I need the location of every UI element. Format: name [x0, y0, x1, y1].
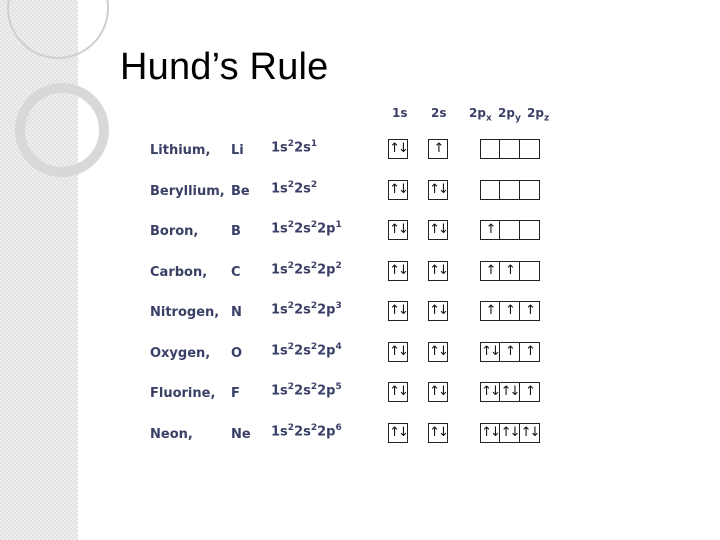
- orbital-box: ↑↓: [428, 301, 448, 321]
- config-orbital: 1s: [271, 221, 288, 237]
- config-electron-count: 2: [287, 179, 295, 190]
- config-orbital: 2p: [317, 342, 336, 358]
- element-name: Carbon,: [150, 264, 208, 280]
- orbital-box: ↑↓: [520, 423, 540, 443]
- orbital-header-4: [498, 106, 521, 123]
- orbital-header-label: 2p: [527, 106, 544, 120]
- element-symbol: B: [231, 224, 241, 239]
- orbital-box: ↑: [480, 220, 500, 240]
- orbital-box: [500, 180, 520, 200]
- element-row: [0, 301, 720, 327]
- config-orbital: 2s: [294, 180, 311, 196]
- orbital-box: ↑↓: [428, 261, 448, 281]
- orbital-box: ↑↓: [388, 139, 408, 159]
- config-electron-count: 2: [310, 220, 318, 230]
- config-electron-count: 2: [287, 341, 295, 352]
- config-electron-count: 2: [310, 260, 318, 271]
- orbital-box: [520, 220, 540, 240]
- electron-configuration: [271, 180, 317, 196]
- electron-configuration: [271, 139, 317, 155]
- orbital-box: ↑: [500, 261, 520, 281]
- orbital-box: [480, 139, 500, 159]
- element-name: Fluorine,: [150, 386, 216, 401]
- element-name: Lithium,: [150, 143, 211, 158]
- element-name: Beryllium,: [150, 183, 225, 199]
- orbital-box: [500, 220, 520, 240]
- config-electron-count: 2: [287, 422, 295, 433]
- electron-configuration: [271, 382, 342, 398]
- config-orbital: 2s: [294, 383, 311, 399]
- config-electron-count: 2: [335, 260, 342, 271]
- config-electron-count: 1: [335, 220, 342, 230]
- orbital-box: ↑↓: [428, 220, 448, 240]
- config-electron-count: 2: [287, 139, 295, 149]
- config-orbital: 2s: [294, 221, 311, 237]
- element-symbol: C: [231, 264, 241, 280]
- element-symbol: O: [231, 345, 243, 361]
- element-name: Boron,: [150, 224, 199, 239]
- orbital-header-label: 2p: [469, 106, 486, 120]
- config-electron-count: 2: [287, 260, 295, 271]
- element-symbol: Be: [231, 183, 250, 199]
- config-electron-count: 2: [287, 220, 295, 230]
- config-orbital: 1s: [271, 383, 288, 399]
- orbital-box: ↑↓: [388, 342, 408, 362]
- orbital-box: ↑↓: [388, 382, 408, 402]
- electron-configuration: [271, 342, 342, 358]
- config-orbital: 1s: [271, 261, 288, 277]
- config-electron-count: 2: [310, 341, 318, 352]
- config-electron-count: 2: [310, 422, 318, 433]
- orbital-box: ↑↓: [480, 382, 500, 402]
- element-row: [0, 423, 720, 449]
- orbital-box: ↑↓: [480, 423, 500, 443]
- config-orbital: 1s: [271, 180, 288, 196]
- orbital-header-1: [392, 106, 408, 120]
- orbital-box: [520, 180, 540, 200]
- element-name: Neon,: [150, 426, 193, 442]
- config-electron-count: 6: [335, 422, 342, 433]
- orbital-header-label: 1s: [392, 106, 408, 120]
- element-row: [0, 180, 720, 206]
- config-orbital: 2p: [317, 423, 336, 439]
- orbital-box: ↑↓: [428, 382, 448, 402]
- element-symbol: Ne: [231, 426, 251, 442]
- orbital-box: ↑↓: [480, 342, 500, 362]
- element-name: Oxygen,: [150, 345, 211, 361]
- orbital-box: ↑: [520, 342, 540, 362]
- orbital-header-2: [431, 106, 447, 120]
- config-orbital: 1s: [271, 140, 288, 156]
- config-electron-count: 4: [335, 341, 342, 352]
- orbital-box: ↑↓: [428, 342, 448, 362]
- config-electron-count: 2: [310, 179, 318, 190]
- config-orbital: 2p: [317, 221, 336, 237]
- element-symbol: Li: [231, 143, 244, 158]
- config-electron-count: 3: [335, 301, 342, 311]
- orbital-header-label: 2p: [498, 106, 515, 120]
- config-orbital: 2p: [317, 261, 336, 277]
- orbital-box: ↑: [500, 301, 520, 321]
- orbital-box: ↑↓: [428, 180, 448, 200]
- config-orbital: 1s: [271, 342, 288, 358]
- config-electron-count: 2: [310, 382, 318, 392]
- config-orbital: 1s: [271, 423, 288, 439]
- config-orbital: 2s: [294, 140, 311, 156]
- element-symbol: F: [231, 386, 240, 401]
- element-row: [0, 382, 720, 408]
- config-orbital: 2p: [317, 302, 336, 318]
- orbital-box: ↑↓: [388, 220, 408, 240]
- orbital-box: ↑: [480, 261, 500, 281]
- orbital-box: ↑: [500, 342, 520, 362]
- orbital-box: ↑↓: [428, 423, 448, 443]
- orbital-box: ↑: [428, 139, 448, 159]
- config-electron-count: 1: [310, 139, 318, 149]
- config-orbital: 2p: [317, 383, 336, 399]
- electron-configuration: [271, 423, 342, 439]
- element-row: [0, 220, 720, 246]
- config-orbital: 1s: [271, 302, 288, 318]
- orbital-box: ↑↓: [388, 301, 408, 321]
- config-orbital: 2s: [294, 423, 311, 439]
- decorative-circles: [0, 0, 130, 200]
- orbital-box: ↑↓: [388, 180, 408, 200]
- config-electron-count: 2: [287, 382, 295, 392]
- orbital-header-subscript: z: [543, 113, 550, 124]
- config-electron-count: 5: [335, 382, 342, 392]
- orbital-box: ↑↓: [500, 423, 520, 443]
- element-symbol: N: [231, 305, 242, 320]
- element-row: [0, 342, 720, 368]
- orbital-header-3: [469, 106, 492, 123]
- orbital-box: ↑: [520, 301, 540, 321]
- orbital-box: ↑: [520, 382, 540, 402]
- element-row: [0, 139, 720, 165]
- slide-title: Hund’s Rule: [120, 46, 329, 88]
- config-electron-count: 2: [310, 301, 318, 311]
- element-row: [0, 261, 720, 287]
- config-orbital: 2s: [294, 261, 311, 277]
- orbital-box: ↑↓: [500, 382, 520, 402]
- orbital-box: ↑↓: [388, 423, 408, 443]
- orbital-header-5: [527, 106, 549, 123]
- electron-configuration: [271, 301, 342, 317]
- config-orbital: 2s: [294, 302, 311, 318]
- orbital-box: [520, 261, 540, 281]
- orbital-box: [520, 139, 540, 159]
- orbital-box: ↑↓: [388, 261, 408, 281]
- orbital-header-label: 2s: [431, 106, 447, 120]
- electron-configuration: [271, 220, 342, 236]
- orbital-box: [500, 139, 520, 159]
- orbital-box: ↑: [480, 301, 500, 321]
- orbital-header-subscript: y: [514, 113, 521, 124]
- element-name: Nitrogen,: [150, 305, 220, 320]
- config-orbital: 2s: [294, 342, 311, 358]
- electron-configuration: [271, 261, 342, 277]
- orbital-header-subscript: x: [485, 113, 492, 124]
- config-electron-count: 2: [287, 301, 295, 311]
- orbital-box: [480, 180, 500, 200]
